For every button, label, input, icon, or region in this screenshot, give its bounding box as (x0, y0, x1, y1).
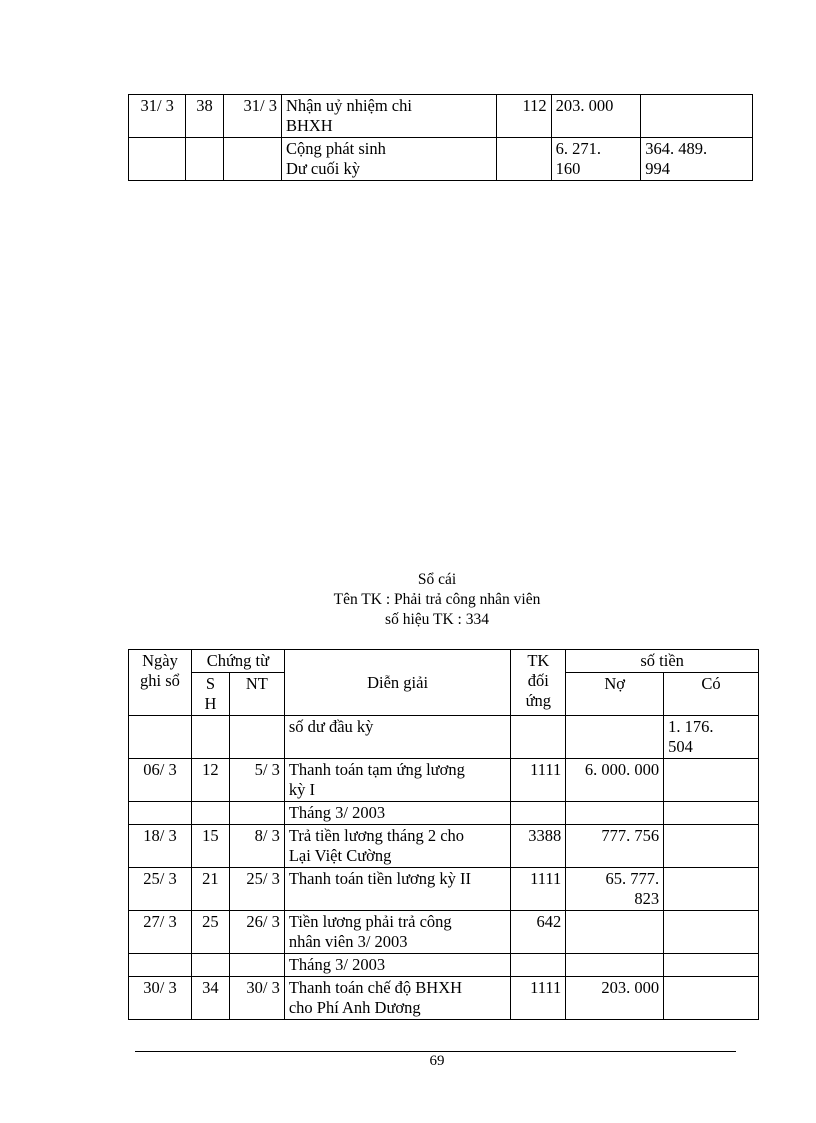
credit-cell (664, 868, 759, 911)
table-row (129, 716, 759, 759)
tk-cell: 642 (511, 911, 566, 954)
table-row (129, 911, 759, 954)
debit-cell (566, 977, 664, 1020)
description-cell (284, 716, 511, 759)
sh-cell: 15 (191, 825, 229, 868)
footer-rule (135, 1051, 736, 1052)
description-cell-line: Tháng 3/ 2003 (288, 803, 386, 822)
date-cell: 25/ 3 (129, 868, 192, 911)
tk-cell: 3388 (511, 825, 566, 868)
credit-cell (641, 138, 753, 181)
debit-cell (566, 825, 664, 868)
table-row (129, 868, 759, 911)
description-cell (281, 95, 496, 138)
table-row (129, 759, 759, 802)
debit-cell-line: 6. 271. (555, 139, 602, 158)
description-cell-line: Nhận uỷ nhiệm chi (285, 96, 412, 115)
description-cell (284, 954, 511, 977)
header-sh (191, 673, 229, 716)
tk-cell: 112 (497, 95, 551, 138)
header-tk-line2: đối (527, 671, 549, 690)
description-cell (284, 802, 511, 825)
date-cell: 30/ 3 (129, 977, 192, 1020)
header-amount: số tiền (566, 650, 759, 673)
description-cell-line: Thanh toán chế độ BHXH (288, 978, 463, 997)
description-cell (284, 977, 511, 1020)
ledger-heading (0, 570, 816, 630)
debit-cell-line: 777. 756 (601, 826, 660, 845)
credit-cell-line: 364. 489. (645, 139, 708, 158)
description-cell-line: Tiền lương phải trả công (288, 912, 452, 931)
table-row (129, 954, 759, 977)
header-date (129, 650, 192, 716)
nt-cell (229, 716, 284, 759)
nt-cell: 30/ 3 (229, 977, 284, 1020)
header-tk-line1: TK (527, 651, 550, 670)
ledger-title: Sổ cái (417, 571, 457, 588)
debit-cell (566, 868, 664, 911)
header-description: Diễn giải (284, 650, 511, 716)
nt-cell: 5/ 3 (229, 759, 284, 802)
tk-cell (511, 954, 566, 977)
nt-cell: 26/ 3 (229, 911, 284, 954)
description-cell (284, 825, 511, 868)
description-cell-line: Tháng 3/ 2003 (288, 955, 386, 974)
sh-cell (191, 802, 229, 825)
description-cell-line: Lại Việt Cường (288, 846, 392, 865)
credit-cell (664, 911, 759, 954)
account-number: số hiệu TK : 334 (385, 611, 489, 628)
credit-cell (664, 716, 759, 759)
credit-cell-line: 1. 176. (668, 717, 714, 736)
credit-cell (664, 954, 759, 977)
tk-cell (497, 138, 551, 181)
credit-cell (664, 977, 759, 1020)
header-date-line2: ghi sổ (140, 671, 180, 690)
date-cell: 31/ 3 (129, 95, 186, 138)
debit-cell-line: 65. 777. (605, 869, 660, 888)
sh-cell (186, 138, 223, 181)
nt-cell: 8/ 3 (229, 825, 284, 868)
sh-cell: 21 (191, 868, 229, 911)
header-credit: Có (664, 673, 759, 716)
tk-cell: 1111 (511, 868, 566, 911)
header-tk-line3: ứng (525, 691, 552, 710)
date-cell: 06/ 3 (129, 759, 192, 802)
tk-cell (511, 716, 566, 759)
date-cell (129, 138, 186, 181)
debit-cell (566, 802, 664, 825)
credit-cell (664, 825, 759, 868)
header-date-line1: Ngày (142, 651, 178, 670)
description-cell-line: nhân viên 3/ 2003 (288, 932, 408, 951)
date-cell: 27/ 3 (129, 911, 192, 954)
debit-cell-line: 203. 000 (555, 96, 614, 115)
header-nt: NT (229, 673, 284, 716)
date-cell (129, 716, 192, 759)
debit-cell (566, 716, 664, 759)
debit-cell (566, 759, 664, 802)
description-cell-line: kỳ I (288, 780, 315, 799)
debit-cell (566, 954, 664, 977)
nt-cell (229, 802, 284, 825)
account-name: Tên TK : Phải trả công nhân viên (333, 591, 541, 608)
sh-cell (191, 954, 229, 977)
credit-cell (641, 95, 753, 138)
nt-cell (229, 954, 284, 977)
credit-cell (664, 759, 759, 802)
ledger-header-row-1 (129, 650, 759, 673)
table-row (129, 802, 759, 825)
debit-cell-line: 160 (555, 159, 581, 178)
tk-cell: 1111 (511, 977, 566, 1020)
sh-cell: 38 (186, 95, 223, 138)
description-cell-line: Thanh toán tiền lương kỳ II (288, 869, 472, 888)
date-cell (129, 802, 192, 825)
date-cell (129, 954, 192, 977)
ledger-table (128, 649, 759, 1020)
credit-cell-line: 994 (645, 159, 670, 178)
description-cell-line: Dư cuối kỳ (285, 159, 360, 178)
table-row (129, 825, 759, 868)
sh-cell: 34 (191, 977, 229, 1020)
description-cell-line: Cộng phát sinh (285, 139, 386, 158)
description-cell (284, 759, 511, 802)
debit-cell-line: 203. 000 (601, 978, 660, 997)
description-cell (281, 138, 496, 181)
header-voucher: Chứng từ (191, 650, 284, 673)
debit-cell (566, 911, 664, 954)
page-number: 69 (429, 1053, 445, 1069)
header-tk (511, 650, 566, 716)
description-cell (284, 868, 511, 911)
tk-cell: 1111 (511, 759, 566, 802)
credit-cell (664, 802, 759, 825)
sh-cell: 25 (191, 911, 229, 954)
description-cell-line: BHXH (285, 116, 333, 135)
continuation-table (128, 94, 753, 181)
header-sh-line2: H (204, 694, 217, 713)
debit-cell (551, 95, 641, 138)
description-cell-line: số dư đầu kỳ (288, 717, 374, 736)
description-cell-line: Trả tiền lương tháng 2 cho (288, 826, 465, 845)
date-cell: 18/ 3 (129, 825, 192, 868)
table-row (129, 138, 753, 181)
debit-cell-line: 823 (634, 889, 660, 908)
nt-cell: 31/ 3 (223, 95, 281, 138)
description-cell-line: Thanh toán tạm ứng lương (288, 760, 465, 779)
table-row (129, 977, 759, 1020)
tk-cell (511, 802, 566, 825)
description-cell-line: cho Phí Anh Dương (288, 998, 421, 1017)
header-sh-line1: S (205, 674, 215, 693)
table-row (129, 95, 753, 138)
debit-cell-line: 6. 000. 000 (584, 760, 660, 779)
debit-cell (551, 138, 641, 181)
nt-cell: 25/ 3 (229, 868, 284, 911)
sh-cell (191, 716, 229, 759)
description-cell (284, 911, 511, 954)
nt-cell (223, 138, 281, 181)
sh-cell: 12 (191, 759, 229, 802)
credit-cell-line: 504 (668, 737, 693, 756)
header-debit: Nợ (566, 673, 664, 716)
